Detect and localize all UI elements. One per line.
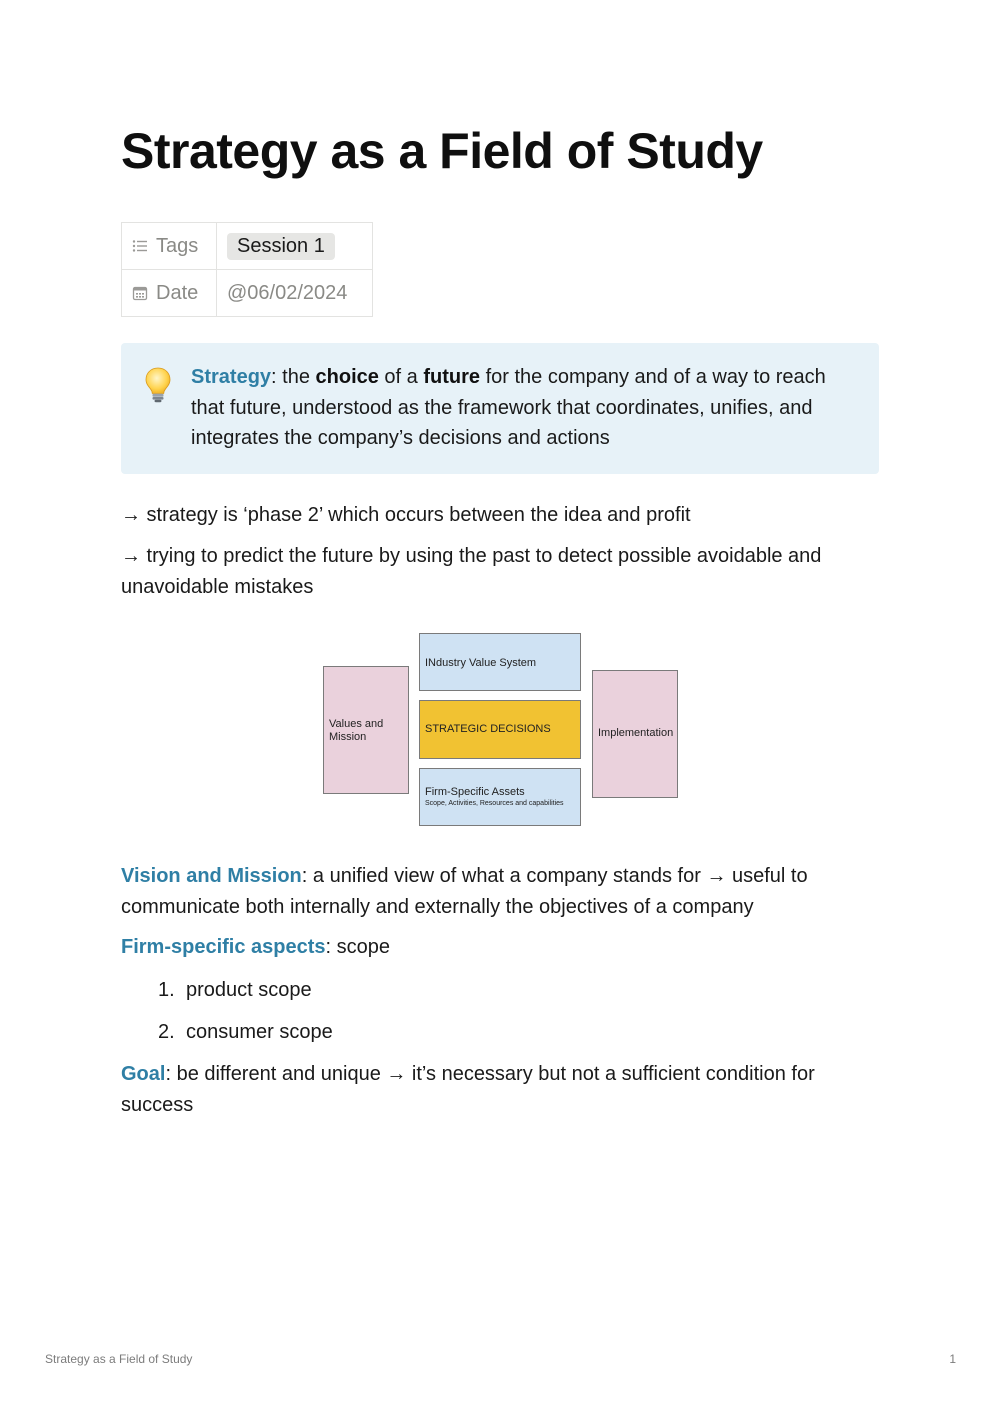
callout-text-part: of a [378, 366, 424, 388]
callout-text [191, 362, 851, 454]
diagram-box-firm-assets [419, 768, 581, 826]
vision-mission-text: : a unified view of what a company stands for → useful to communicate both internally and externally the objectives of a company [121, 865, 808, 918]
list-item [158, 975, 312, 1005]
firm-specific-text: : scope [325, 936, 391, 958]
firm-specific-paragraph [121, 932, 891, 963]
list-text: consumer scope [186, 1021, 333, 1043]
firm-specific-term: Firm-specific aspects [121, 936, 326, 958]
diagram-box-industry [419, 633, 581, 691]
vision-mission-term: Vision and Mission [121, 865, 302, 887]
diagram-label-values-2: Mission [329, 731, 367, 743]
diagram-box-values-mission [323, 666, 409, 794]
property-label-date: Date [156, 281, 199, 304]
footer-page-number: 1 [949, 1352, 956, 1366]
diagram-label-values-1: Values and [329, 718, 384, 730]
property-name-tags[interactable] [122, 223, 217, 270]
diagram-box-strategic [419, 700, 581, 759]
calendar-icon [132, 285, 148, 301]
callout-text-part: for the company and of a way to reach that future, understood as the framework that coordinates, unifies, and integrates the company’s decisions and actions [191, 366, 826, 449]
property-label-tags: Tags [156, 234, 199, 257]
list-number: 2. [158, 1021, 175, 1043]
callout-bold-choice: choice [315, 366, 379, 388]
tag-badge[interactable]: Session 1 [227, 233, 335, 260]
note-line-2: → trying to predict the future by using the past to detect possible avoidable and unavoidable mistakes [121, 545, 822, 598]
property-value-tags[interactable] [217, 223, 373, 270]
list-number: 1. [158, 979, 175, 1001]
callout-box [121, 343, 879, 474]
diagram-label-firm-assets-sub: Scope, Activities, Resources and capabilities [425, 800, 564, 807]
page-title: Strategy as a Field of Study [121, 123, 763, 179]
property-row-tags [122, 223, 373, 270]
diagram-label-strategic: STRATEGIC DECISIONS [425, 723, 551, 735]
goal-paragraph [121, 1059, 891, 1120]
diagram-label-firm-assets: Firm-Specific Assets [425, 786, 525, 798]
diagram-box-implementation [592, 670, 678, 798]
lightbulb-icon [145, 367, 171, 403]
goal-text: : be different and unique → it’s necessary but not a sufficient condition for success [121, 1063, 815, 1116]
diagram-label-implementation: Implementation [598, 727, 674, 739]
vision-mission-paragraph [121, 861, 891, 922]
list-text: product scope [186, 979, 312, 1001]
footer-doc-title: Strategy as a Field of Study [45, 1352, 193, 1366]
property-row-date [122, 270, 373, 317]
callout-bold-future: future [423, 366, 481, 388]
callout-text-part: : the [271, 366, 316, 388]
goal-term: Goal [121, 1063, 166, 1085]
note-line-1: → strategy is ‘phase 2’ which occurs between the idea and profit [121, 504, 691, 526]
property-value-date[interactable]: @06/02/2024 [217, 270, 373, 317]
properties-table [121, 222, 373, 317]
diagram-label-industry: INdustry Value System [425, 657, 537, 669]
property-name-date[interactable] [122, 270, 217, 317]
list-item [158, 1017, 333, 1047]
callout-term: Strategy [191, 366, 272, 388]
list-icon [132, 238, 148, 254]
